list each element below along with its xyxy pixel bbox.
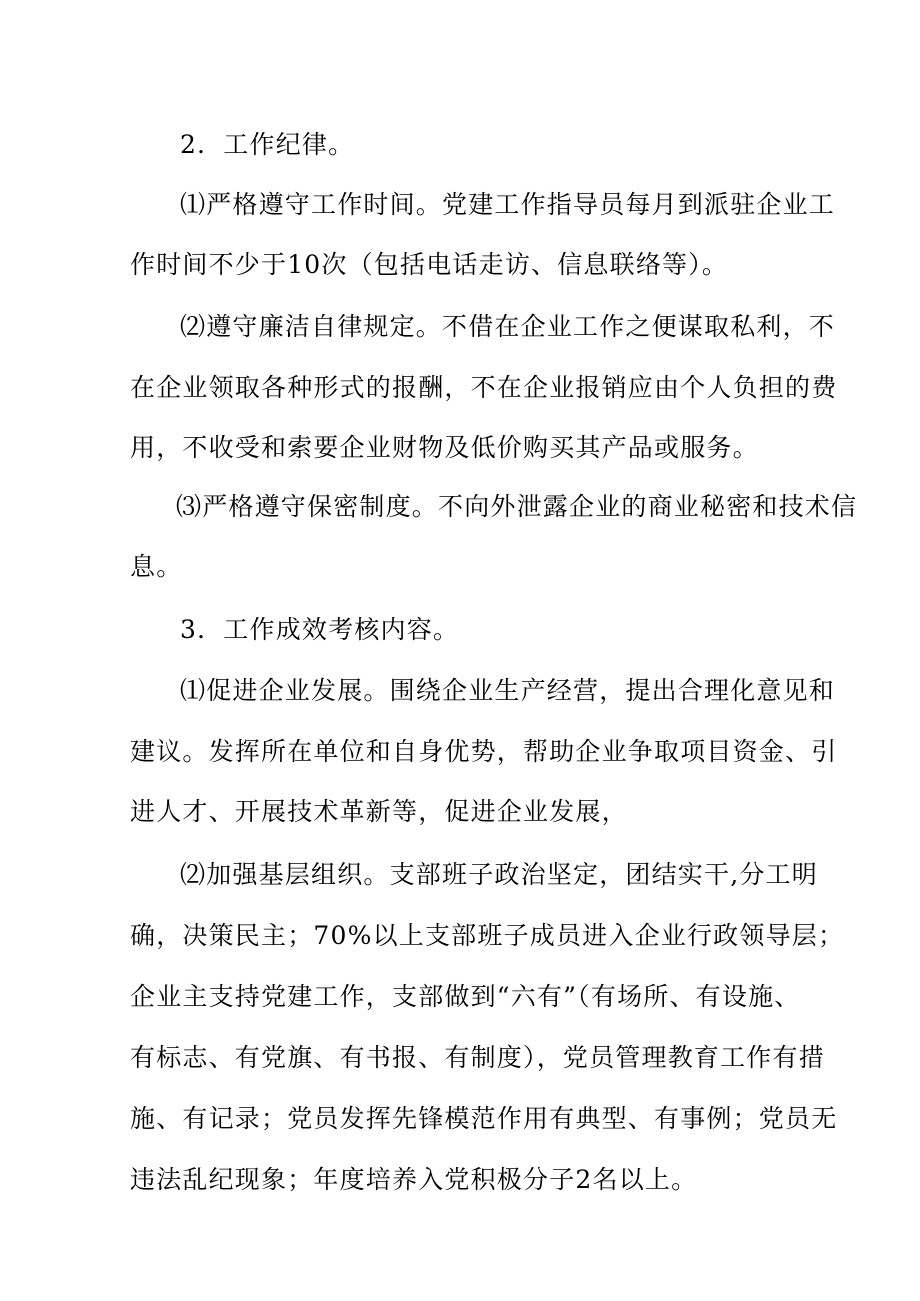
paragraph-line: 作时间不少于10次（包括电话走访、信息联络等）。 bbox=[130, 250, 729, 279]
section-heading-performance-assessment: 3．工作成效考核内容。 bbox=[180, 615, 460, 644]
paragraph-line: 确，决策民主；70%以上支部班子成员进入企业行政领导层； bbox=[130, 921, 845, 950]
paragraph-line: 有标志、有党旗、有书报、有制度），党员管理教育工作有措 bbox=[130, 1043, 825, 1072]
paragraph-line: 施、有记录；党员发挥先锋模范作用有典型、有事例；党员无 bbox=[130, 1104, 838, 1133]
section-heading-work-discipline: 2．工作纪律。 bbox=[180, 130, 355, 159]
paragraph-line: 用，不收受和索要企业财物及低价购买其产品或服务。 bbox=[130, 433, 759, 462]
paragraph-line: ⑴严格遵守工作时间。党建工作指导员每月到派驻企业工 bbox=[180, 190, 836, 219]
paragraph-line: 企业主支持党建工作，支部做到“六有”（有场所、有设施、 bbox=[130, 982, 801, 1011]
paragraph-line: 违法乱纪现象；年度培养入党积极分子2名以上。 bbox=[130, 1165, 698, 1194]
paragraph-line: 进人才、开展技术革新等，促进企业发展， bbox=[130, 797, 628, 826]
paragraph-line: 在企业领取各种形式的报酬，不在企业报销应由个人负担的费 bbox=[130, 373, 838, 402]
paragraph-line: ⑴促进企业发展。围绕企业生产经营，提出合理化意见和 bbox=[180, 676, 836, 705]
paragraph-line: 息。 bbox=[130, 552, 183, 581]
paragraph-line: ⑵遵守廉洁自律规定。不借在企业工作之便谋取私利，不 bbox=[180, 312, 836, 341]
paragraph-line: ⑶严格遵守保密制度。不向外泄露企业的商业秘密和技术信 bbox=[176, 492, 858, 521]
paragraph-line: 建议。发挥所在单位和自身优势，帮助企业争取项目资金、引 bbox=[130, 737, 838, 766]
paragraph-line: ⑵加强基层组织。支部班子政治坚定，团结实干,分工明 bbox=[180, 860, 818, 889]
